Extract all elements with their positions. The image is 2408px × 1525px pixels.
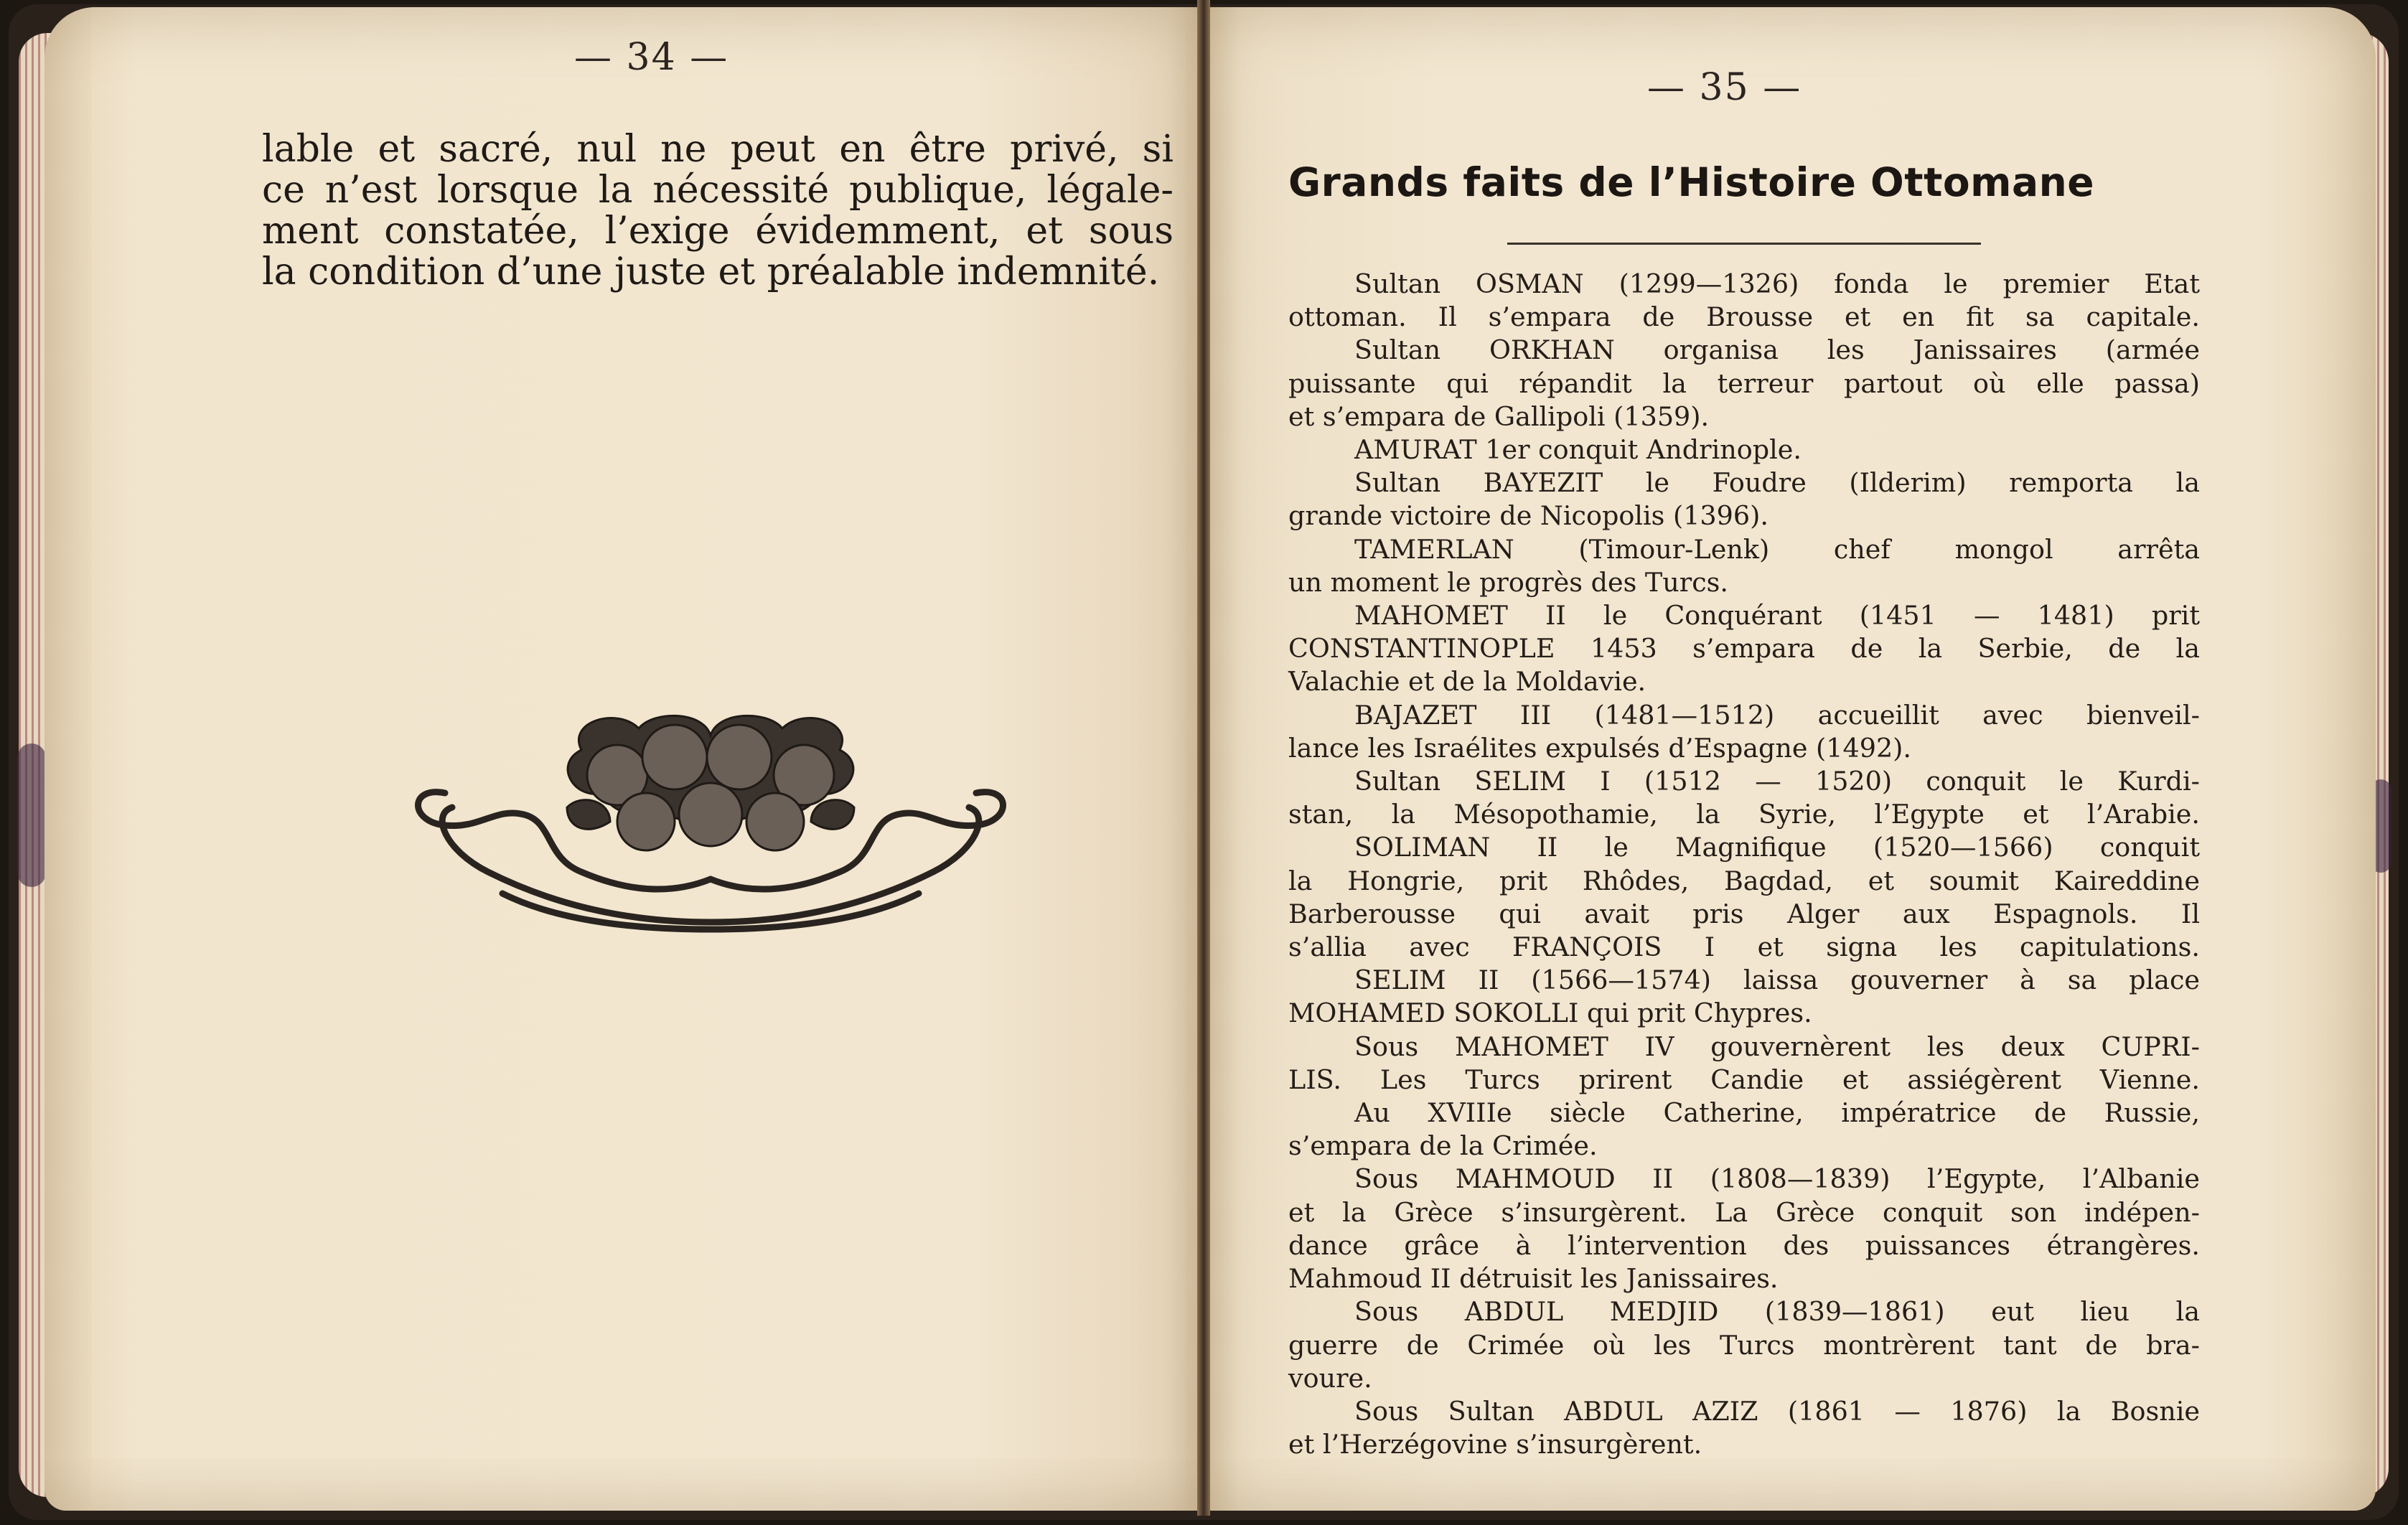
history-line: Sous MAHOMET IV gouvernèrent les deux CUPRI- — [1354, 1031, 2200, 1062]
history-line: Sultan SELIM I (1512 — 1520) conquit le Kurdi- — [1354, 766, 2200, 797]
history-line: s’allia avec FRANÇOIS I et signa les capitulations. — [1288, 932, 2200, 963]
history-line: ottoman. Il s’empara de Brousse et en fit sa capitale. — [1288, 301, 2200, 333]
history-line: CONSTANTINOPLE 1453 s’empara de la Serbie, de la — [1288, 633, 2200, 665]
history-line: Sous MAHMOUD II (1808—1839) l’Egypte, l’Albanie — [1354, 1163, 2200, 1195]
left-text-line: ment constatée, l’exige évidemment, et sous — [262, 210, 1173, 253]
history-line: la Hongrie, prit Rhôdes, Bagdad, et soumit Kaireddine — [1288, 865, 2200, 896]
history-line: stan, la Mésopothamie, la Syrie, l’Egypte et l’Arabie. — [1288, 799, 2200, 830]
history-line: Sultan OSMAN (1299—1326) fonda le premier Etat — [1354, 268, 2200, 299]
history-line: SOLIMAN II le Magnifique (1520—1566) conquit — [1354, 832, 2200, 863]
history-line: lance les Israélites expulsés d’Espagne (1492). — [1288, 732, 1912, 764]
left-page-text — [262, 129, 1173, 293]
history-line: Sous ABDUL MEDJID (1839—1861) eut lieu la — [1354, 1296, 2200, 1328]
history-line: un moment le progrès des Turcs. — [1288, 566, 1728, 598]
history-line: Barberousse qui avait pris Alger aux Espagnols. Il — [1288, 898, 2200, 929]
history-line: et s’empara de Gallipoli (1359). — [1288, 400, 1710, 432]
history-line: puissante qui répandit la terreur partout où elle passa) — [1288, 367, 2200, 399]
left-text-line: la condition d’une juste et préalable indemnité. — [262, 250, 1160, 294]
history-line: s’empara de la Crimée. — [1288, 1130, 1598, 1162]
left-text-line: ce n’est lorsque la nécessité publique, légale- — [262, 169, 1173, 212]
history-line: MOHAMED SOKOLLI qui prit Chypres. — [1288, 998, 1812, 1029]
history-line: et la Grèce s’insurgèrent. La Grèce conquit son indépen- — [1288, 1196, 2200, 1228]
history-line: et l’Herzégovine s’insurgèrent. — [1288, 1429, 1702, 1460]
history-line: LIS. Les Turcs prirent Candie et assiégèrent Vienne. — [1288, 1064, 2200, 1095]
history-line: Mahmoud II détruisit les Janissaires. — [1288, 1263, 1779, 1295]
left-text-line: lable et sacré, nul ne peut en être privé, si — [262, 128, 1173, 171]
history-line: Au XVIIIe siècle Catherine, impératrice de Russie, — [1354, 1097, 2200, 1129]
floral-scroll-ornament-icon — [402, 707, 1019, 937]
history-line: dance grâce à l’intervention des puissances étrangères. — [1288, 1229, 2200, 1261]
heading-rule — [1507, 243, 1981, 245]
history-line: voure. — [1288, 1362, 1372, 1394]
history-line: AMURAT 1er conquit Andrinople. — [1354, 434, 1802, 466]
left-page-number: — 34 — — [574, 36, 729, 79]
history-line: grande victoire de Nicopolis (1396). — [1288, 500, 1768, 532]
history-line: Valachie et de la Moldavie. — [1288, 666, 1646, 698]
history-line: Sous Sultan ABDUL AZIZ (1861 — 1876) la Bosnie — [1354, 1395, 2200, 1427]
book-gutter — [1197, 0, 1210, 1516]
history-line: MAHOMET II le Conquérant (1451 — 1481) prit — [1354, 600, 2200, 632]
ink-stain-left — [17, 743, 46, 887]
history-line: Sultan ORKHAN organisa les Janissaires (armée — [1354, 334, 2200, 366]
history-line: guerre de Crimée où les Turcs montrèrent tant de bra- — [1288, 1329, 2200, 1361]
history-line: TAMERLAN (Timour-Lenk) chef mongol arrêta — [1354, 533, 2200, 565]
history-line: SELIM II (1566—1574) laissa gouverner à sa place — [1354, 965, 2200, 996]
history-text — [1288, 268, 2200, 1461]
history-line: Sultan BAYEZIT le Foudre (Ilderim) remporta la — [1354, 467, 2200, 499]
right-page-number: — 35 — — [1647, 66, 1802, 109]
page-heading: Grands faits de l’Histoire Ottomane — [1288, 159, 2095, 205]
history-line: BAJAZET III (1481—1512) accueillit avec bienveil- — [1354, 699, 2200, 731]
